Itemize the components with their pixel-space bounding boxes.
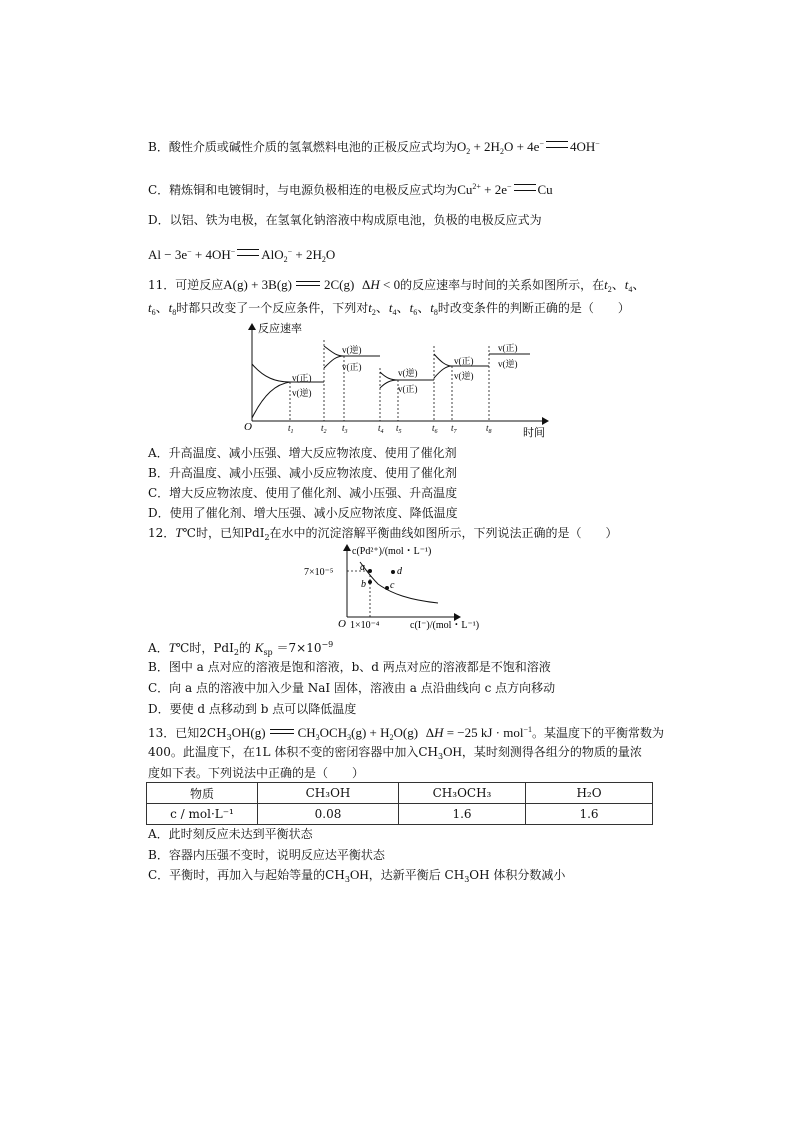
chart11-origin: O: [244, 421, 252, 433]
concentration-table: [146, 782, 653, 825]
q11-option-a: A．升高温度、减小压强、增大反应物浓度、使用了催化剂: [148, 446, 457, 460]
label-b: b: [361, 579, 366, 590]
rate-time-chart: [236, 318, 556, 442]
q13-option-c: C．平衡时，再加入与起始等量的$CH_3OH$，达新平衡后 $CH_3OH$ 体积分数减小: [148, 867, 566, 884]
q11-option-d: D．使用了催化剂、增大压强、减小反应物浓度、降低温度: [148, 506, 458, 520]
table-cell: 1.6: [526, 804, 653, 825]
label-v-fwd-4: v(正): [454, 356, 474, 366]
q11-stem-line2: $t_6$、$t_8$时都只改变了一个反应条件，下列对$t_2$、$t_4$、$t_6$、$t_8$时改变条件的判断正确的是（ ）: [148, 300, 630, 317]
table-row-label: c / mol·L⁻¹: [147, 804, 258, 825]
q13-stem-line1: 13．已知$2CH_3OH(g) CH_3OCH_3(g) + H_2O(g) \Delta H = -25$ kJ · mol$^{-1}$。某温度下的平衡常数为: [148, 725, 665, 742]
table-cell: 1.6: [399, 804, 526, 825]
label-v-rev-5: v(逆): [498, 359, 518, 369]
tick-t1: $t_1$: [288, 423, 294, 435]
chart12-ylabel: c(Pd²⁺)/(mol・L⁻¹): [352, 546, 432, 557]
tick-t8: $t_8$: [486, 423, 492, 435]
q12-option-d: D．要使 d 点移动到 b 点可以降低温度: [148, 702, 357, 716]
table-row: [147, 804, 653, 825]
q12-option-c: C．向 a 点的溶液中加入少量 NaI 固体，溶液由 a 点沿曲线向 c 点方向移动: [148, 681, 556, 695]
label-v-rev-3: v(逆): [398, 368, 418, 378]
q12-option-b: B．图中 a 点对应的溶液是饱和溶液，b、d 两点对应的溶液都是不饱和溶液: [148, 660, 551, 674]
chart12-xtick: 1×10⁻⁴: [350, 620, 380, 631]
table-header-cell: H₂O: [526, 783, 653, 804]
label-v-rev-1: v(逆): [292, 388, 312, 398]
q13-option-a: A．此时刻反应未达到平衡状态: [148, 827, 313, 841]
label-v-fwd-3: v(正): [398, 384, 418, 394]
point-b: [368, 580, 372, 584]
label-v-rev-2: v(逆): [342, 345, 362, 355]
table-cell: 0.08: [258, 804, 399, 825]
tick-t7: $t_7$: [451, 423, 457, 435]
q13-stem-line2: 400。此温度下，在1L 体积不变的密闭容器中加入$CH_3OH$，某时刻测得各组分的物质的量浓: [148, 744, 642, 761]
chart12-origin: O: [338, 618, 346, 630]
tick-t4: $t_4$: [378, 423, 384, 435]
formula-al: Al − 3e− + 4OH− $AlO_2^- + 2H_2O$: [148, 247, 336, 264]
option-c-line: C．精炼铜和电镀铜时，与电源负极相连的电极反应式均为$Cu^{2+} + 2e^-$ Cu: [148, 182, 553, 197]
label-v-fwd-5: v(正): [498, 343, 518, 353]
label-v-rev-4: v(逆): [454, 371, 474, 381]
formula-o2-cathode: $O_2 + 2H_2O + 4e^-$ 4OH−: [456, 139, 600, 156]
table-header-cell: CH₃OH: [258, 783, 399, 804]
q12-stem: 12．T℃时，已知PdI$_2$在水中的沉淀溶解平衡曲线如图所示，下列说法正确的是（ ）: [148, 525, 618, 542]
chart12-ytick: 7×10⁻⁵: [304, 567, 334, 578]
label-c: c: [390, 580, 395, 591]
chart11-ylabel: 反应速率: [258, 323, 302, 335]
table-header-cell: CH₃OCH₃: [399, 783, 526, 804]
option-d-line: D．以铝、铁为电极，在氢氧化钠溶液中构成原电池，负极的电极反应式为: [148, 213, 542, 227]
tick-t5: $t_5$: [396, 423, 402, 435]
chart11-xlabel: 时间: [523, 427, 545, 439]
option-b-line: B．酸性介质或碱性介质的氢氧燃料电池的正极反应式均为$O_2 + 2H_2O + 4e^-$ 4OH−: [148, 139, 600, 156]
table-header-row: [147, 783, 653, 804]
point-c: [385, 586, 389, 590]
chart12-xlabel: c(I⁻)/(mol・L⁻¹): [410, 620, 480, 631]
solubility-curve-chart: [300, 540, 500, 636]
point-d: [391, 570, 395, 574]
table-header-cell: 物质: [147, 783, 258, 804]
label-v-fwd-2: v(正): [342, 362, 362, 372]
tick-t2: $t_2$: [321, 423, 327, 435]
tick-t6: $t_6$: [432, 423, 438, 435]
label-v-fwd-1: v(正): [292, 373, 312, 383]
formula-cu: $Cu^{2+} + 2e^-$ Cu: [457, 182, 553, 197]
label-d: d: [397, 566, 402, 577]
q11-stem-line1: 11．可逆反应A(g) + 3B(g) 2C(g) ΔH < 0的反应速率与时间的关系如图所示，在$t_2$、$t_4$、: [148, 277, 646, 294]
q11-option-b: B．升高温度、减小压强、减小反应物浓度、使用了催化剂: [148, 466, 457, 480]
label-a: a: [360, 562, 365, 573]
q13-stem-line3: 度如下表。下列说法中正确的是（ ）: [148, 766, 365, 780]
q12-option-a: A．T℃时，PdI$_2$的 $K_{sp} =7\times 10^{-9}$: [148, 640, 334, 657]
point-a: [368, 569, 372, 573]
q13-option-b: B．容器内压强不变时，说明反应达平衡状态: [148, 848, 385, 862]
tick-t3: $t_3$: [342, 423, 348, 435]
q11-option-c: C．增大反应物浓度、使用了催化剂、减小压强、升高温度: [148, 486, 458, 500]
